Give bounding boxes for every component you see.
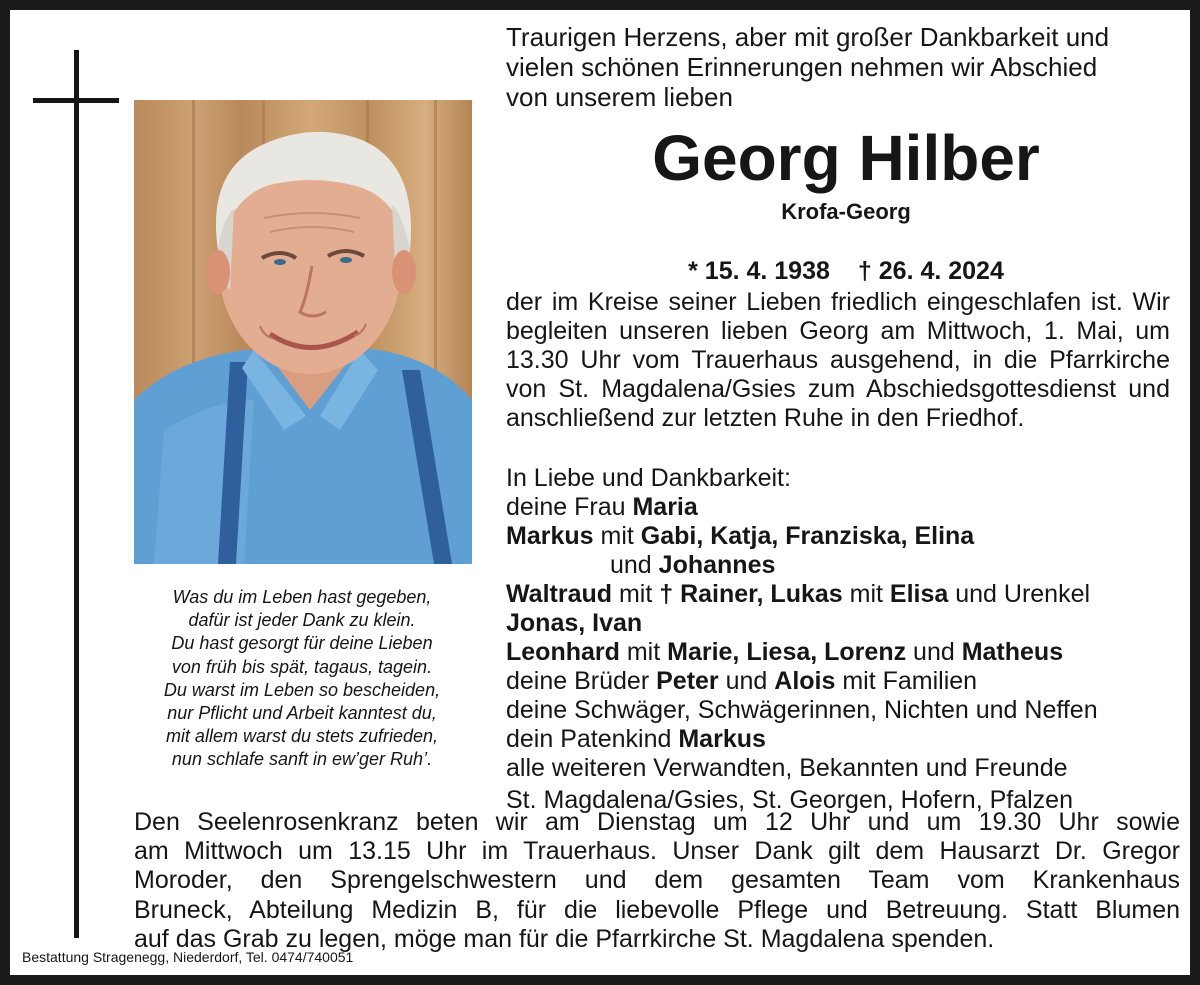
poem-line: nun schlafe sanft in ew’ger Ruh’. xyxy=(171,749,433,770)
poem-line: Du warst im Leben so bescheiden, xyxy=(163,679,441,700)
family-name: Alois xyxy=(774,667,836,695)
cross-icon xyxy=(74,50,79,938)
family-name: Leonhard xyxy=(506,638,620,666)
family-row xyxy=(506,493,1186,522)
family-text: alle weiteren Verwandten, Bekannten und Freunde xyxy=(506,754,1068,782)
family-row xyxy=(506,696,1186,725)
poem-line: Du hast gesorgt für deine Lieben xyxy=(171,633,433,654)
deceased-nickname: Krofa-Georg xyxy=(781,199,911,224)
family-name: Maria xyxy=(632,493,698,521)
portrait-photo xyxy=(134,100,472,564)
birth-date: * 15. 4. 1938 xyxy=(688,257,830,285)
portrait-illustration xyxy=(134,100,472,564)
family-intro: In Liebe und Dankbarkeit: xyxy=(506,464,791,492)
family-name: Marie, Liesa, Lorenz xyxy=(667,638,907,666)
family-name: Waltraud xyxy=(506,580,613,608)
family-name: Matheus xyxy=(961,638,1064,666)
family-text: deine Frau xyxy=(506,493,633,521)
poem-line: von früh bis spät, tagaus, tagein. xyxy=(171,656,433,677)
family-text: und xyxy=(718,667,775,695)
family-text: deine Schwäger, Schwägerinnen, Nichten und Neffen xyxy=(506,696,1098,724)
announcement-text: der im Kreise seiner Lieben friedlich eingeschlafen ist. Wir begleiten unseren lieben Georg am Mittwoch, 1. Mai, um 13.30 Uhr vom Trauerhaus ausgehend, in die Pfarrkirche von St. Magdalena/Gsies zum Abschiedsgottesdienst und anschließend zur letzten Ruhe in den Friedhof. xyxy=(506,288,1170,432)
intro-line: von unserem lieben xyxy=(506,82,733,112)
family-row xyxy=(506,580,1186,609)
family-name: Johannes xyxy=(658,551,776,579)
family-name: Markus xyxy=(678,725,766,753)
family-row xyxy=(506,754,1186,783)
closing-line: Moroder, den Sprengelschwestern und dem gesamten Team vom Krankenhaus xyxy=(134,866,1180,895)
family-text: und Urenkel xyxy=(948,580,1091,608)
closing-line: Bruneck, Abteilung Medizin B, für die liebevolle Pflege und Betreuung. Statt Blumen xyxy=(134,895,1180,924)
family-name: Jonas, Ivan xyxy=(506,609,643,637)
poem-line: mit allem warst du stets zufrieden, xyxy=(165,726,439,747)
family-name: Elisa xyxy=(889,580,949,608)
family-row xyxy=(506,551,1186,580)
family-row xyxy=(506,609,1186,638)
family-row xyxy=(506,522,1186,551)
deceased-name: Georg Hilber xyxy=(652,122,1040,194)
family-text: mit Familien xyxy=(835,667,978,695)
closing-line: am Mittwoch um 13.15 Uhr im Trauerhaus. Unser Dank gilt dem Hausarzt Dr. Gregor xyxy=(134,837,1180,866)
cross-icon-bar xyxy=(33,98,119,103)
poem-line: Was du im Leben hast gegeben, xyxy=(172,587,432,607)
family-name: † Rainer, Lukas xyxy=(659,580,843,608)
family-text: deine Brüder xyxy=(506,667,657,695)
poem-line: dafür ist jeder Dank zu klein. xyxy=(188,610,416,631)
family-name: Peter xyxy=(656,667,719,695)
funeral-home-info: Bestattung Stragenegg, Niederdorf, Tel. 0474/740051 xyxy=(22,949,354,965)
poem xyxy=(124,586,480,772)
family-row xyxy=(506,725,1186,754)
family-row xyxy=(506,667,1186,696)
closing-line: auf das Grab zu legen, möge man für die Pfarrkirche St. Magdalena spenden. xyxy=(134,924,995,953)
closing-text xyxy=(134,808,1180,954)
family-text: mit xyxy=(619,638,668,666)
family-text: mit xyxy=(612,580,660,608)
family-list xyxy=(506,464,1186,815)
intro-line: vielen schönen Erinnerungen nehmen wir Abschied xyxy=(506,52,1098,82)
family-text: mit xyxy=(842,580,890,608)
family-name: Markus xyxy=(506,522,594,550)
life-dates xyxy=(506,256,1186,286)
family-name: Gabi, Katja, Franziska, Elina xyxy=(640,522,975,550)
closing-line: Den Seelenrosenkranz beten wir am Dienstag um 12 Uhr und um 19.30 Uhr sowie xyxy=(134,808,1180,836)
family-places: St. Magdalena/Gsies, St. Georgen, Hofern, Pfalzen xyxy=(506,786,1073,814)
intro-block xyxy=(506,22,1186,112)
family-text: und xyxy=(906,638,962,666)
intro-line: Traurigen Herzens, aber mit großer Dankbarkeit und xyxy=(506,22,1110,52)
family-text: und xyxy=(610,551,659,579)
death-date: † 26. 4. 2024 xyxy=(857,257,1004,285)
family-text: dein Patenkind xyxy=(506,725,679,753)
family-row xyxy=(506,638,1186,667)
family-text: mit xyxy=(593,522,641,550)
poem-line: nur Pflicht und Arbeit kanntest du, xyxy=(167,703,437,724)
